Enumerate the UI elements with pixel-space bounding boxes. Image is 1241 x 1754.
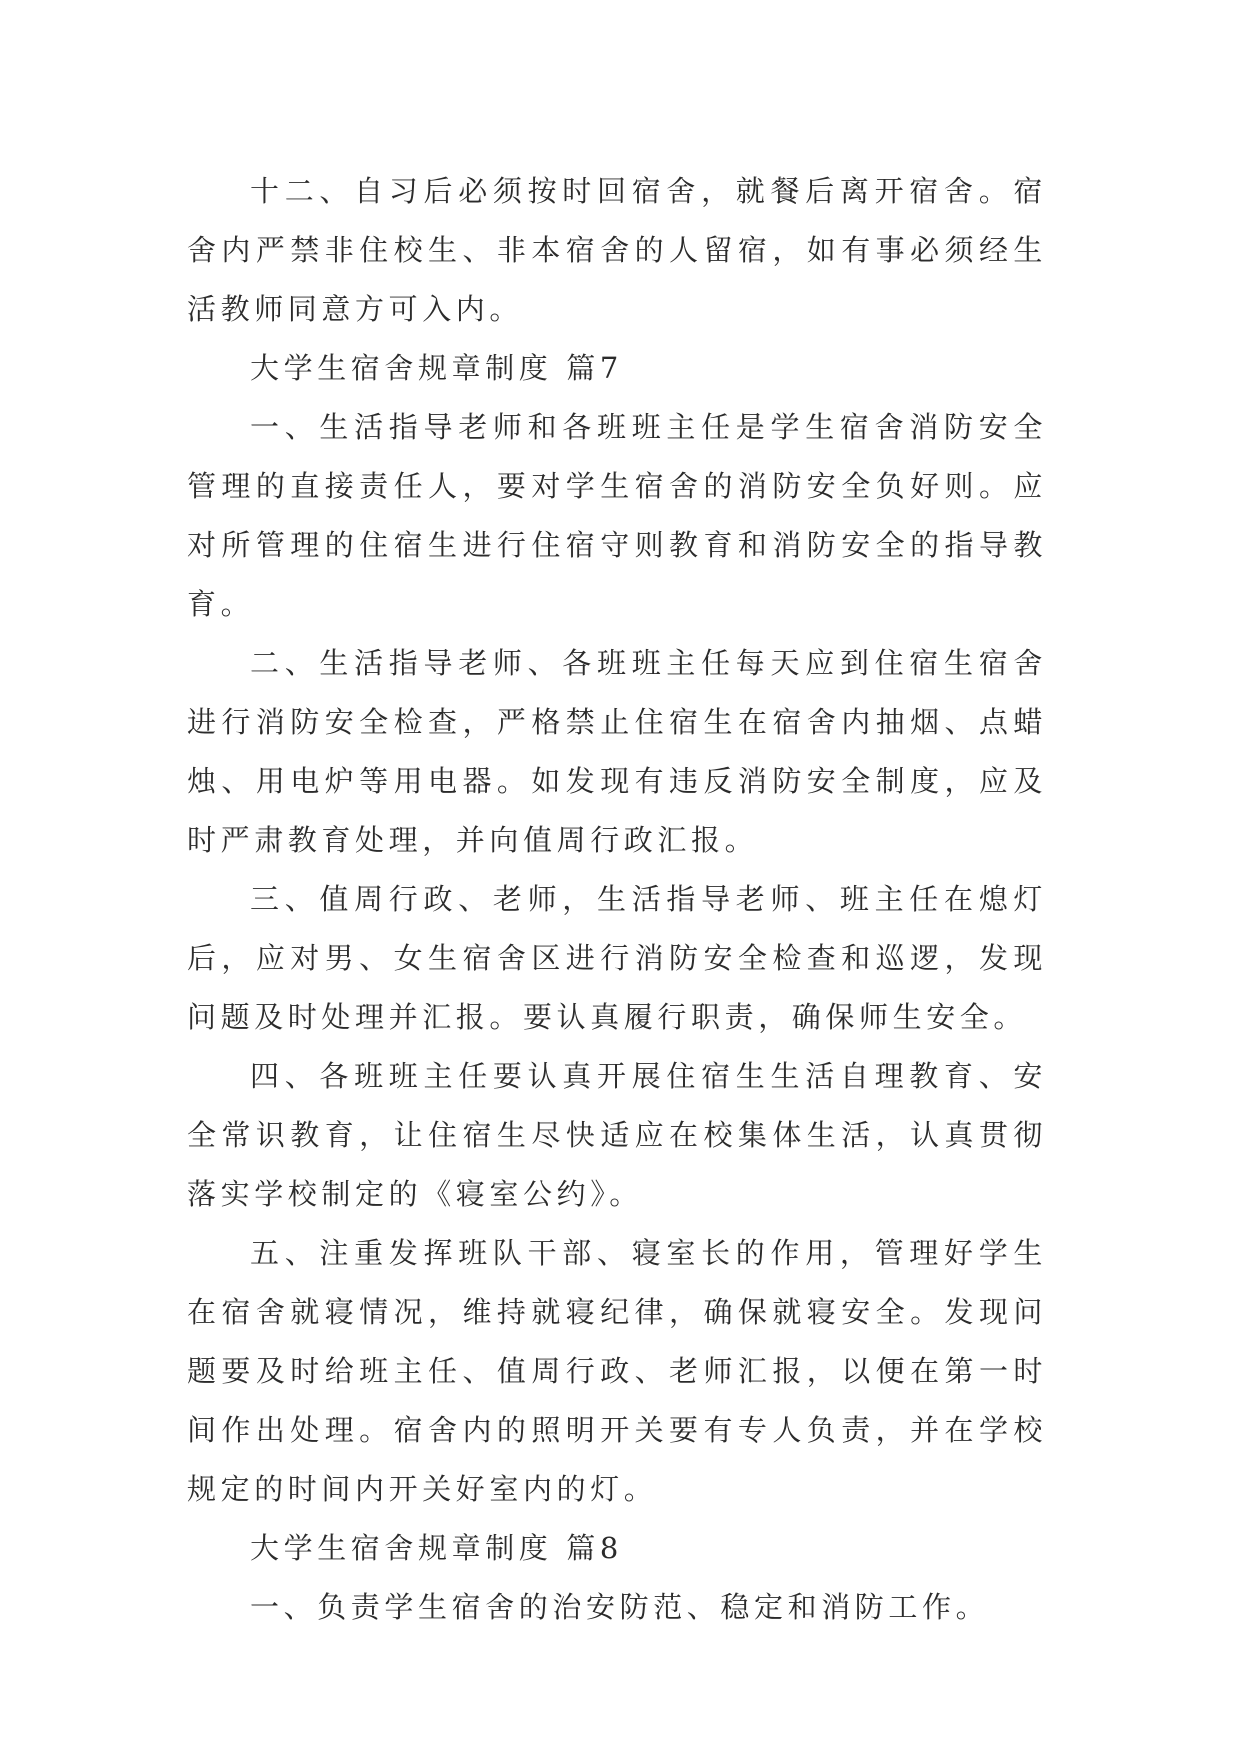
paragraph-rule-2: 二、生活指导老师、各班班主任每天应到住宿生宿舍进行消防安全检查，严格禁止住宿生在宿舍内抽烟、点蜡烛、用电炉等用电器。如发现有违反消防安全制度，应及时严肃教育处理，并向值周行政汇报。 — [187, 646, 1047, 857]
document-body — [187, 162, 1047, 1637]
paragraph-rule-12: 十二、自习后必须按时回宿舍，就餐后离开宿舍。宿舍内严禁非住校生、非本宿舍的人留宿，如有事必须经生活教师同意方可入内。 — [187, 174, 1047, 326]
paragraph-rule-1: 一、生活指导老师和各班班主任是学生宿舍消防安全管理的直接责任人，要对学生宿舍的消防安全负好则。应对所管理的住宿生进行住宿守则教育和消防安全的指导教育。 — [187, 410, 1047, 621]
section-heading-8: 大学生宿舍规章制度 篇8 — [250, 1531, 623, 1565]
paragraph-rule-1-section-8: 一、负责学生宿舍的治安防范、稳定和消防工作。 — [250, 1590, 990, 1624]
section-heading-7: 大学生宿舍规章制度 篇7 — [250, 351, 623, 385]
paragraph-rule-4: 四、各班班主任要认真开展住宿生生活自理教育、安全常识教育，让住宿生尽快适应在校集体生活，认真贯彻落实学校制定的《寝室公约》。 — [187, 1059, 1047, 1211]
paragraph-rule-5: 五、注重发挥班队干部、寝室长的作用，管理好学生在宿舍就寝情况，维持就寝纪律，确保就寝安全。发现问题要及时给班主任、值周行政、老师汇报，以便在第一时间作出处理。宿舍内的照明开关要有专人负责，并在学校规定的时间内开关好室内的灯。 — [187, 1236, 1047, 1506]
paragraph-rule-3: 三、值周行政、老师，生活指导老师、班主任在熄灯后，应对男、女生宿舍区进行消防安全检查和巡逻，发现问题及时处理并汇报。要认真履行职责，确保师生安全。 — [187, 882, 1047, 1034]
